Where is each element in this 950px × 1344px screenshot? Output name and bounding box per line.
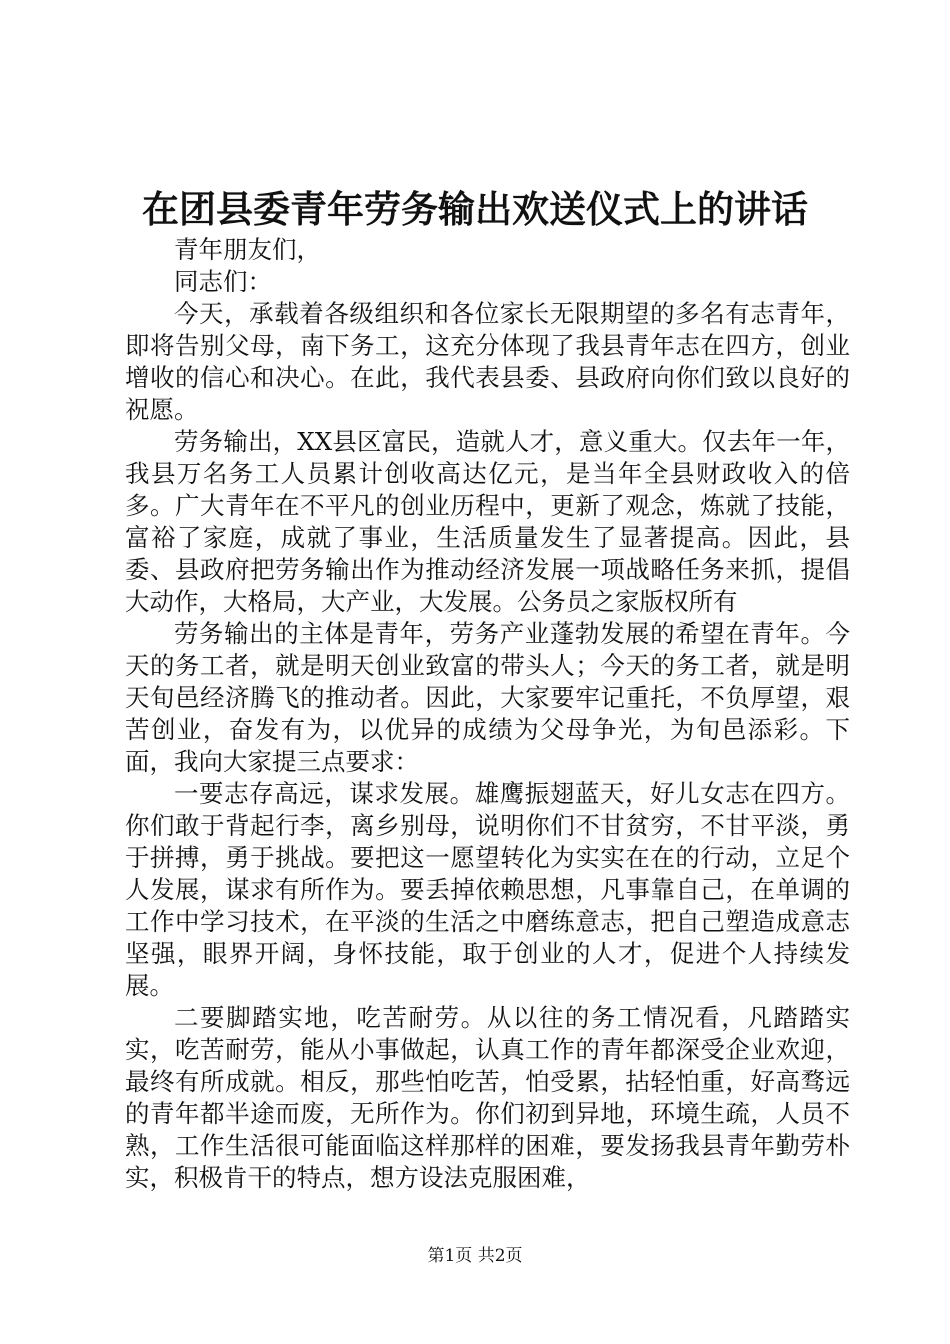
document-title: 在团县委青年劳务输出欢送仪式上的讲话: [142, 187, 808, 231]
salutation-paragraph: 同志们：: [174, 267, 272, 296]
document-body: [125, 234, 850, 1194]
body-paragraph: 劳务输出，XX县区富民，造就人才，意义重大。仅去年一年，我县万名务工人员累计创收高达亿元，是当年全县财政收入的倍多。广大青年在不平凡的创业历程中，更新了观念，炼就了技能，富裕了家庭，成就了事业，生活质量发生了显著提高。因此，县委、县政府把劳务输出作为推动经济发展一项战略任务来抓，提倡大动作，大格局，大产业，大发展。公务员之家版权所有: [125, 427, 850, 616]
body-paragraph: 劳务输出的主体是青年，劳务产业蓬勃发展的希望在青年。今天的务工者，就是明天创业致富的带头人；今天的务工者，就是明天旬邑经济腾飞的推动者。因此，大家要牢记重托，不负厚望，艰苦创业，奋发有为，以优异的成绩为父母争光，为旬邑添彩。下面，我向大家提三点要求：: [125, 619, 850, 776]
page-footer: 第1页 共2页: [427, 1246, 523, 1266]
body-paragraph: 一要志存高远，谋求发展。雄鹰振翅蓝天，好儿女志在四方。你们敢于背起行李，离乡别母，说明你们不甘贫穷，不甘平淡，勇于拼搏，勇于挑战。要把这一愿望转化为实实在在的行动，立足个人发展，谋求有所作为。要丢掉依赖思想，凡事靠自己，在单调的工作中学习技术，在平淡的生活之中磨练意志，把自己塑造成意志坚强，眼界开阔，身怀技能，取于创业的人才，促进个人持续发展。: [125, 779, 850, 1000]
body-paragraph: 今天，承载着各级组织和各位家长无限期望的多名有志青年，即将告别父母，南下务工，这充分体现了我县青年志在四方，创业增收的信心和决心。在此，我代表县委、县政府向你们致以良好的祝愿。: [125, 299, 850, 424]
body-paragraph: 二要脚踏实地，吃苦耐劳。从以往的务工情况看，凡踏踏实实，吃苦耐劳，能从小事做起，认真工作的青年都深受企业欢迎，最终有所成就。相反，那些怕吃苦，怕受累，拈轻怕重，好高骛远的青年都半途而废，无所作为。你们初到异地，环境生疏，人员不熟，工作生活很可能面临这样那样的困难，要发扬我县青年勤劳朴实，积极肯干的特点，想方设法克服困难，: [125, 1003, 850, 1192]
salutation-paragraph: 青年朋友们，: [174, 235, 321, 264]
